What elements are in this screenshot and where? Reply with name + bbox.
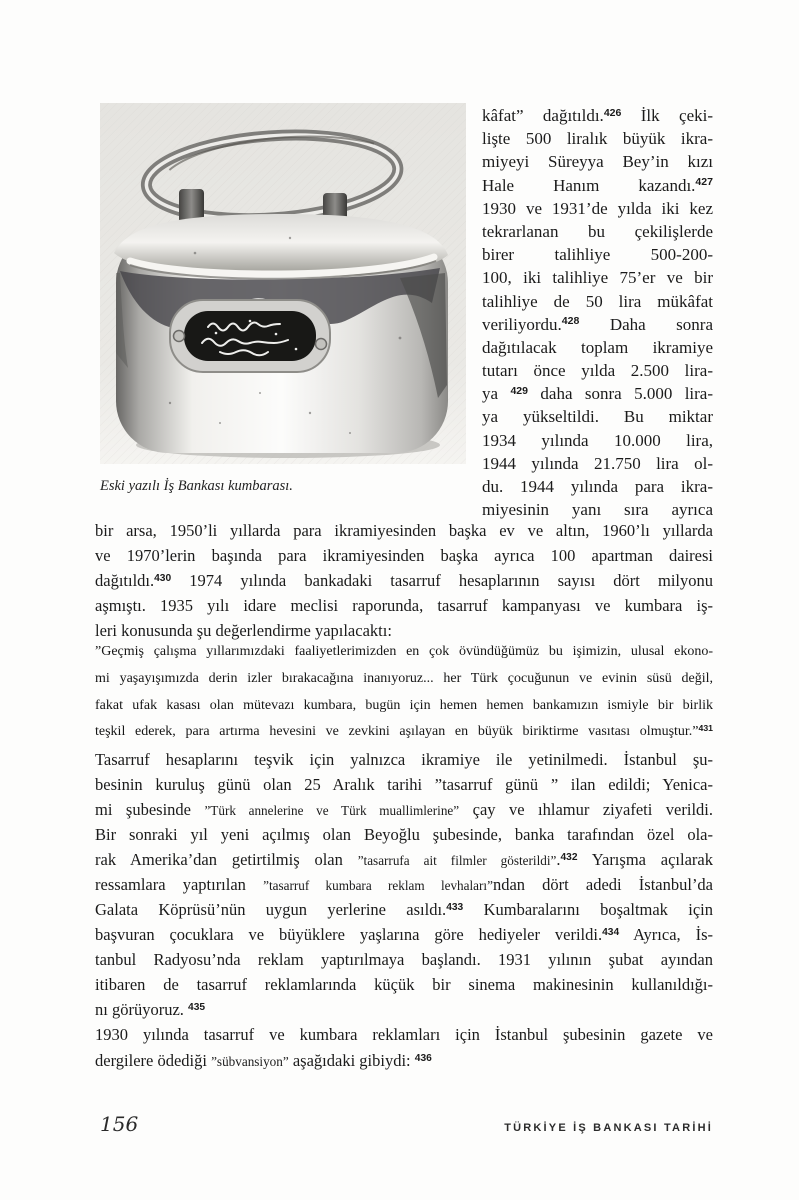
text-line: du. 1944 yılında para ikra-	[482, 477, 713, 496]
text-line: leri konusunda şu değerlendirme yapılacaktı:	[95, 621, 392, 640]
text-line: Tasarruf hesaplarını teşvik için yalnızca ikramiye ile yetinilmedi. İstanbul şu-	[95, 750, 713, 769]
text-line: itibaren de tasarruf reklamlarında küçük bir sinema makinesinin kullanıldığı-	[95, 975, 713, 994]
text-line: ressamlara yaptırılan ”tasarruf kumbara reklam levhaları”ndan dört adedi İstanbul’da	[95, 875, 713, 894]
text-line: miyesinin yanı sıra ayrıca	[482, 500, 713, 520]
text-line: tekrarlanan bu çekilişlerde	[482, 221, 713, 241]
text-line: 1930 yılında tasarruf ve kumbara reklamları için İstanbul şubesinin gazete ve	[95, 1025, 713, 1044]
figure-caption: Eski yazılı İş Bankası kumbarası.	[100, 478, 293, 494]
kumbara-photo-image	[100, 103, 466, 464]
text-line: 100, iki talihliye 75’er ve bir	[482, 268, 713, 288]
text-line: fakat ufak kasası olan mütevazı kumbara, bugün için hemen hemen bankamızın ismiyle bir birlik	[95, 697, 713, 713]
text-line: 1934 yılında 10.000 lira,	[482, 430, 713, 450]
photo-figure	[100, 103, 466, 464]
footnote-marker: 426	[603, 106, 622, 119]
text-line: birer talihliye 500-200-	[482, 245, 713, 265]
text-line: nı görüyoruz. $^{435}$	[95, 1000, 206, 1019]
text-line: 1930 ve 1931’de yılda iki kez	[482, 198, 713, 218]
text-line: ”Geçmiş çalışma yıllarımızdaki faaliyetlerimizden en çok övündüğümüz bu işimizin, ulusal ekono-	[95, 644, 713, 659]
text-line: başvuran çocuklara ve büyüklere yaşlarına göre hediyeler verildi.$^{434}$ Ayrıca, İs-	[95, 925, 713, 944]
text-line: kâfat” dağıtıldı.$^{426}$ İlk çeki-	[482, 106, 713, 125]
text-line: tanbul Radyosu’nda reklam yaptırılmaya başlandı. 1931 yılının şubat ayından	[95, 950, 713, 969]
text-line: bir arsa, 1950’li yıllarda para ikramiyesinden başka ev ve altın, 1960’lı yıllarda	[95, 521, 713, 540]
footnote-marker: 431	[698, 722, 713, 733]
footnote-marker: 427	[695, 176, 713, 189]
text-line: lişte 500 liralık büyük ikra-	[482, 129, 713, 149]
body-paragraph-2	[95, 747, 713, 1022]
page-number: 156	[100, 1112, 139, 1136]
footnote-marker: 430	[154, 572, 172, 584]
text-line: mi şubesinde ”Türk annelerine ve Türk muallimlerine” çay ve ıhlamur ziyafeti verildi.	[95, 800, 713, 819]
running-title: TÜRKİYE İŞ BANKASI TARİHİ	[504, 1122, 713, 1134]
text-line: dergilere ödediği ”sübvansiyon” aşağıdaki gibiydi: $^{436}$	[95, 1051, 432, 1070]
footnote-marker: 436	[414, 1052, 432, 1064]
text-line: mi yaşayışımızda derin izler bırakacağına inanıyoruz... her Türk çocuğunun ve evinin süsü değil,	[95, 670, 713, 686]
footnote-marker: 428	[561, 315, 580, 328]
text-line: talihliye de 50 lira mükâfat	[482, 291, 713, 311]
text-line: rak Amerika’dan getirtilmiş olan ”tasarrufa ait filmler gösterildi”.$^{432}$ Yarışma açılarak	[95, 850, 713, 869]
block-quote	[95, 639, 713, 746]
text-line: Galata Köprüsü’nün uygun yerlerine asıldı.$^{433}$ Kumbaralarını boşaltmak için	[95, 900, 713, 919]
text-line: ve 1970’lerin başında para ikramiyesinden başka ayrıca 100 apartman dairesi	[95, 546, 713, 565]
footnote-marker: 429	[510, 384, 529, 397]
text-line: Bir sonraki yıl yeni açılmış olan Beyoğlu şubesinde, banka tarafından özel ola-	[95, 825, 713, 844]
footnote-marker: 435	[188, 1001, 206, 1013]
column-paragraph	[482, 104, 713, 521]
footnote-marker: 433	[446, 901, 464, 913]
footnote-marker: 432	[560, 851, 578, 863]
text-line: dağıtıldı.$^{430}$ 1974 yılında bankadaki tasarruf hesaplarının sayısı dört milyonu	[95, 571, 713, 590]
text-line: veriliyordu.$^{428}$ Daha sonra	[482, 314, 713, 334]
text-line: besinin kuruluş günü olan 25 Aralık tarihi ”tasarruf günü ” ilan edildi; Yenica-	[95, 775, 713, 794]
text-line: ya yükseltildi. Bu miktar	[482, 407, 713, 427]
body-paragraph-1	[95, 518, 713, 643]
text-line: teşkil ederek, para artırma hevesini ve zevkini aşılayan en büyük biriktirme vasıtası olmuştur.”$^{431}$	[95, 722, 713, 740]
text-line: Hale Hanım kazandı.$^{427}$	[482, 175, 713, 195]
body-paragraph-3	[95, 1022, 713, 1074]
text-line: aşmıştı. 1935 yılı idare meclisi raporunda, tasarruf kampanyası ve kumbara iş-	[95, 596, 713, 615]
text-line: dağıtılacak toplam ikramiye	[482, 337, 713, 357]
text-line: miyeyi Süreyya Bey’in kızı	[482, 152, 713, 172]
text-line: 1944 yılında 21.750 lira ol-	[482, 453, 713, 473]
footnote-marker: 434	[602, 926, 620, 938]
text-line: ya $^{429}$ daha sonra 5.000 lira-	[482, 384, 713, 404]
text-line: tutarı önce yılda 2.500 lira-	[482, 361, 713, 381]
